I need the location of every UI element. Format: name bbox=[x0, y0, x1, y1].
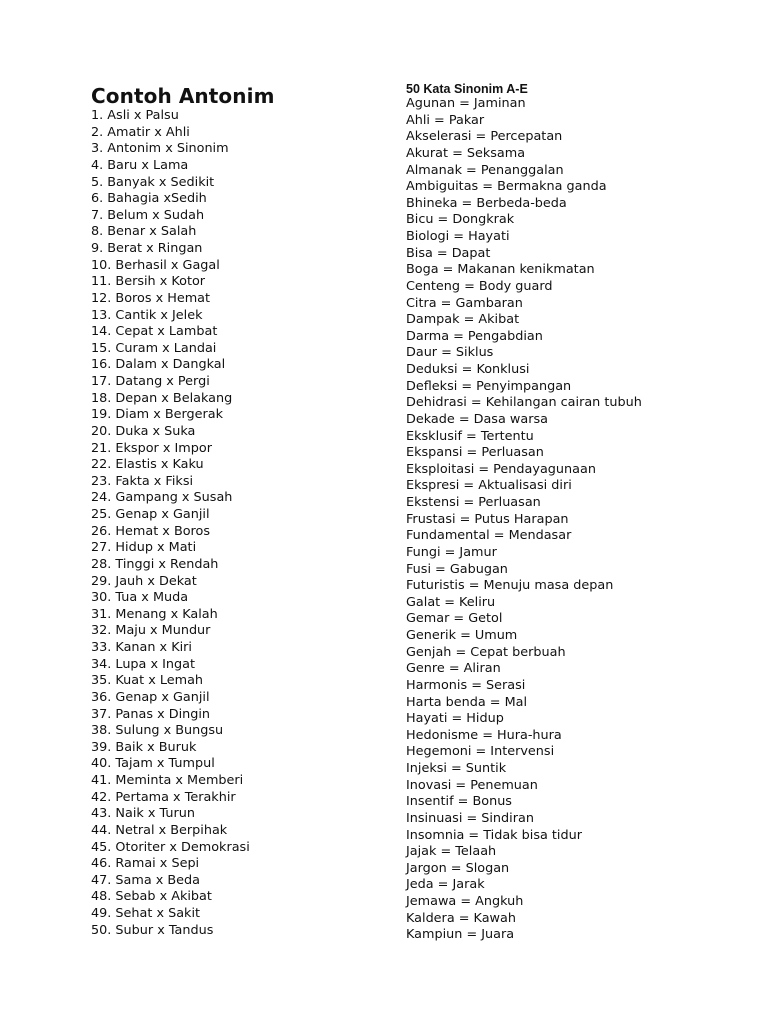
list-item: 18. Depan x Belakang bbox=[91, 390, 233, 406]
list-item: 42. Pertama x Terakhir bbox=[91, 789, 236, 805]
list-item: 13. Cantik x Jelek bbox=[91, 307, 203, 323]
antonym-list bbox=[91, 108, 381, 939]
list-item: Daur = Siklus bbox=[406, 345, 494, 361]
list-item: 19. Diam x Bergerak bbox=[91, 407, 224, 423]
list-item: Ahli = Pakar bbox=[406, 112, 485, 128]
list-item: 16. Dalam x Dangkal bbox=[91, 357, 226, 373]
list-item: Dekade = Dasa warsa bbox=[406, 411, 548, 427]
list-item: Jemawa = Angkuh bbox=[406, 894, 524, 909]
list-item: Hegemoni = Intervensi bbox=[406, 744, 555, 760]
list-item: 24. Gampang x Susah bbox=[91, 490, 233, 506]
list-item: 5. Banyak x Sedikit bbox=[91, 174, 215, 190]
list-item: Fusi = Gabugan bbox=[406, 561, 508, 577]
list-item: 39. Baik x Buruk bbox=[91, 739, 197, 755]
list-item: 29. Jauh x Dekat bbox=[91, 573, 197, 589]
list-item: 40. Tajam x Tumpul bbox=[91, 756, 215, 772]
list-item: Akurat = Seksama bbox=[406, 145, 526, 161]
list-item: 45. Otoriter x Demokrasi bbox=[91, 839, 250, 855]
list-item: Harta benda = Mal bbox=[406, 694, 528, 710]
list-item: 1. Asli x Palsu bbox=[91, 108, 179, 123]
list-item: 4. Baru x Lama bbox=[91, 157, 189, 173]
list-item: Hedonisme = Hura-hura bbox=[406, 727, 562, 743]
list-item: Harmonis = Serasi bbox=[406, 677, 526, 693]
list-item: Ekstensi = Perluasan bbox=[406, 495, 541, 510]
list-item: 37. Panas x Dingin bbox=[91, 706, 211, 722]
list-item: Bicu = Dongkrak bbox=[406, 212, 515, 228]
list-item: Citra = Gambaran bbox=[406, 295, 523, 311]
list-item: 36. Genap x Ganjil bbox=[91, 689, 210, 705]
list-item: 7. Belum x Sudah bbox=[91, 207, 205, 223]
list-item: 28. Tinggi x Rendah bbox=[91, 556, 219, 572]
list-item: Jajak = Telaah bbox=[406, 844, 497, 860]
list-item: Futuristis = Menuju masa depan bbox=[406, 578, 614, 594]
list-item: 6. Bahagia xSedih bbox=[91, 191, 207, 207]
list-item: Insentif = Bonus bbox=[406, 794, 512, 810]
list-item: Gemar = Getol bbox=[406, 611, 503, 627]
antonym-title: Contoh Antonim bbox=[91, 84, 275, 108]
list-item: Eksploitasi = Pendayagunaan bbox=[406, 461, 596, 477]
list-item: Insinuasi = Sindiran bbox=[406, 810, 534, 826]
list-item: Inovasi = Penemuan bbox=[406, 777, 538, 793]
list-item: Almanak = Penanggalan bbox=[406, 162, 564, 178]
list-item: 9. Berat x Ringan bbox=[91, 241, 203, 256]
list-item: 32. Maju x Mundur bbox=[91, 623, 211, 639]
list-item: 35. Kuat x Lemah bbox=[91, 673, 204, 689]
list-item: Frustasi = Putus Harapan bbox=[406, 511, 569, 527]
list-item: Genre = Aliran bbox=[406, 661, 501, 677]
list-item: 27. Hidup x Mati bbox=[91, 540, 197, 556]
list-item: 20. Duka x Suka bbox=[91, 423, 196, 439]
list-item: Defleksi = Penyimpangan bbox=[406, 378, 572, 394]
synonym-title: 50 Kata Sinonim A-E bbox=[406, 82, 528, 96]
list-item: Centeng = Body guard bbox=[406, 278, 553, 294]
list-item: Deduksi = Konklusi bbox=[406, 362, 530, 377]
list-item: 46. Ramai x Sepi bbox=[91, 856, 200, 872]
list-item: 25. Genap x Ganjil bbox=[91, 507, 210, 522]
list-item: 41. Meminta x Memberi bbox=[91, 773, 244, 788]
list-item: Injeksi = Suntik bbox=[406, 761, 507, 776]
list-item: Jeda = Jarak bbox=[406, 877, 485, 893]
synonym-list bbox=[406, 96, 756, 944]
list-item: Hayati = Hidup bbox=[406, 711, 504, 727]
list-item: Generik = Umum bbox=[406, 628, 518, 643]
list-item: Eksklusif = Tertentu bbox=[406, 428, 534, 444]
list-item: 48. Sebab x Akibat bbox=[91, 889, 212, 905]
list-item: Genjah = Cepat berbuah bbox=[406, 644, 566, 660]
list-item: Kaldera = Kawah bbox=[406, 910, 516, 926]
synonym-column bbox=[406, 82, 756, 944]
list-item: Agunan = Jaminan bbox=[406, 96, 526, 111]
list-item: Dehidrasi = Kehilangan cairan tubuh bbox=[406, 395, 642, 411]
list-item: 43. Naik x Turun bbox=[91, 806, 195, 822]
list-item: Ekspansi = Perluasan bbox=[406, 445, 544, 461]
list-item: 30. Tua x Muda bbox=[91, 590, 189, 606]
list-item: Insomnia = Tidak bisa tidur bbox=[406, 827, 582, 843]
list-item: 50. Subur x Tandus bbox=[91, 922, 214, 938]
list-item: Fundamental = Mendasar bbox=[406, 528, 572, 544]
list-item: Dampak = Akibat bbox=[406, 312, 520, 328]
list-item: 8. Benar x Salah bbox=[91, 224, 197, 240]
list-item: Fungi = Jamur bbox=[406, 544, 497, 560]
list-item: Jargon = Slogan bbox=[406, 860, 510, 876]
list-item: 31. Menang x Kalah bbox=[91, 606, 218, 622]
list-item: Bisa = Dapat bbox=[406, 245, 491, 261]
list-item: 15. Curam x Landai bbox=[91, 340, 217, 356]
list-item: 2. Amatir x Ahli bbox=[91, 124, 190, 140]
list-item: 34. Lupa x Ingat bbox=[91, 656, 195, 672]
list-item: 49. Sehat x Sakit bbox=[91, 906, 201, 921]
list-item: 14. Cepat x Lambat bbox=[91, 324, 218, 340]
list-item: 12. Boros x Hemat bbox=[91, 290, 211, 306]
list-item: 10. Berhasil x Gagal bbox=[91, 257, 220, 273]
list-item: Kampiun = Juara bbox=[406, 927, 515, 943]
list-item: 11. Bersih x Kotor bbox=[91, 274, 206, 290]
list-item: Boga = Makanan kenikmatan bbox=[406, 262, 595, 278]
list-item: 17. Datang x Pergi bbox=[91, 374, 210, 389]
list-item: Galat = Keliru bbox=[406, 594, 496, 610]
list-item: 21. Ekspor x Impor bbox=[91, 440, 212, 456]
list-item: 47. Sama x Beda bbox=[91, 872, 201, 888]
list-item: 23. Fakta x Fiksi bbox=[91, 473, 194, 489]
list-item: 38. Sulung x Bungsu bbox=[91, 723, 224, 739]
list-item: Akselerasi = Percepatan bbox=[406, 129, 563, 145]
list-item: 44. Netral x Berpihak bbox=[91, 822, 228, 838]
list-item: Biologi = Hayati bbox=[406, 229, 510, 244]
list-item: Ekspresi = Aktualisasi diri bbox=[406, 478, 572, 494]
antonym-column bbox=[91, 84, 381, 939]
list-item: Darma = Pengabdian bbox=[406, 328, 543, 344]
list-item: 26. Hemat x Boros bbox=[91, 523, 211, 539]
list-item: 33. Kanan x Kiri bbox=[91, 640, 192, 655]
list-item: 22. Elastis x Kaku bbox=[91, 457, 204, 473]
list-item: Bhineka = Berbeda-beda bbox=[406, 195, 567, 211]
list-item: 3. Antonim x Sinonim bbox=[91, 141, 229, 157]
list-item: Ambiguitas = Bermakna ganda bbox=[406, 179, 607, 195]
